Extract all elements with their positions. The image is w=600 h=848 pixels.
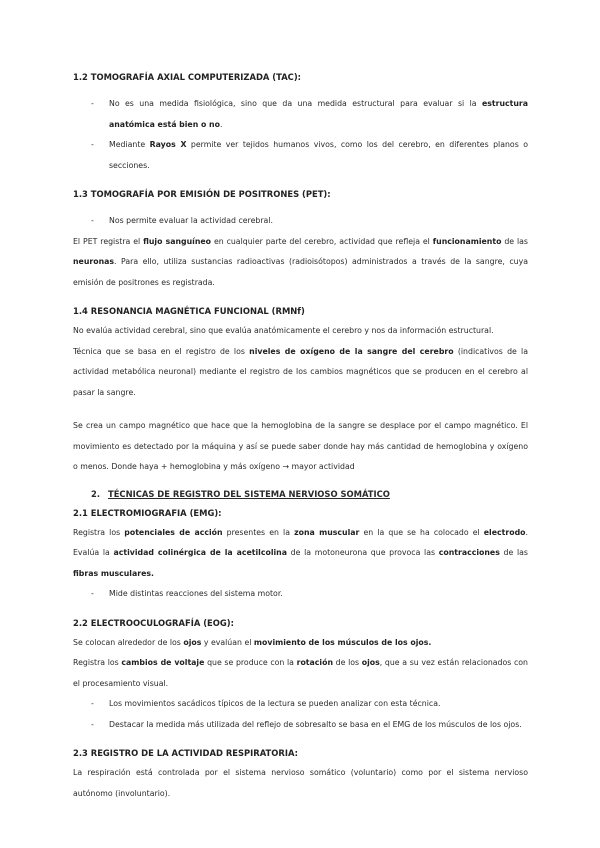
list-emg <box>73 584 528 605</box>
list-item: - Nos permite evaluar la actividad cerebral. <box>91 216 273 225</box>
heading-tac: 1.2 TOMOGRAFÍA AXIAL COMPUTERIZADA (TAC): <box>73 72 302 82</box>
paragraph-emg: Registra los potenciales de acción presentes en la zona muscular en la que se ha colocado el electrodo. Evalúa la actividad colinérgica de la acetilcolina de la motoneurona que provoca las contracciones de las fibras musculares. <box>73 527 528 578</box>
paragraph-pet: El PET registra el flujo sanguíneo en cualquier parte del cerebro, actividad que refleja el funcionamiento de las neuronas. Para ello, utiliza sustancias radioactivas (radioisótopos) administrados a través de la sangre, cuya emisión de positrones es registrada. <box>73 236 528 287</box>
paragraph-rmnf-2: Técnica que se basa en el registro de los niveles de oxígeno de la sangre del cerebro (indicativos de la actividad metabólica neuronal) mediante el registro de los cambios magnéticos que se producen en el cerebro al pasar la sangre. <box>73 346 528 397</box>
paragraph-eog-2: Registra los cambios de voltaje que se produce con la rotación de los ojos, que a su vez están relacionados con el procesamiento visual. <box>73 658 529 688</box>
list-item: - Mide distintas reacciones del sistema motor. <box>91 589 283 598</box>
heading-rmnf: 1.4 RESONANCIA MAGNÉTICA FUNCIONAL (RMNf) <box>73 306 305 316</box>
list-item: - Destacar la medida más utilizada del reflejo de sobresalto se basa en el EMG de los músculos de los ojos. <box>91 719 522 729</box>
heading-respiratoria: 2.3 REGISTRO DE LA ACTIVIDAD RESPIRATORIA: <box>73 748 298 758</box>
paragraph-respiratoria: La respiración está controlada por el sistema nervioso somático (voluntario) como por el sistema nervioso autónomo (involuntario). <box>73 768 528 798</box>
list-item: - No es una medida fisiológica, sino que da una medida estructural para evaluar si la estructura anatómica está bien o no. <box>91 99 528 129</box>
document-content <box>73 68 528 804</box>
heading-emg: 2.1 ELECTROMIOGRAFIA (EMG): <box>73 507 222 518</box>
paragraph-rmnf-1: No evalúa actividad cerebral, sino que evalúa anatómicamente el cerebro y nos da información estructural. <box>73 326 494 335</box>
heading-eog: 2.2 ELECTROOCULOGRAFÍA (EOG): <box>73 617 234 628</box>
section-title-2: 2. TÉCNICAS DE REGISTRO DEL SISTEMA NERVIOSO SOMÁTICO <box>91 488 390 499</box>
list-pet <box>73 211 528 232</box>
list-item: - Mediante Rayos X permite ver tejidos humanos vivos, como los del cerebro, en diferentes planos o secciones. <box>91 140 528 170</box>
list-tac <box>73 94 528 176</box>
paragraph-rmnf-3: Se crea un campo magnético que hace que la hemoglobina de la sangre se desplace por el campo magnético. El movimiento es detectado por la máquina y así se puede saber donde hay más cantidad de hemoglobina y oxígeno o menos. Donde haya + hemoglobina y más oxígeno → mayor actividad <box>73 421 528 471</box>
list-eog <box>73 694 528 735</box>
paragraph-eog-1: Se colocan alrededor de los ojos y evalúan el movimiento de los músculos de los ojos. <box>73 637 432 647</box>
list-item: - Los movimientos sacádicos típicos de la lectura se pueden analizar con esta técnica. <box>91 699 441 708</box>
heading-pet: 1.3 TOMOGRAFÍA POR EMISIÓN DE POSITRONES (PET): <box>73 189 331 199</box>
